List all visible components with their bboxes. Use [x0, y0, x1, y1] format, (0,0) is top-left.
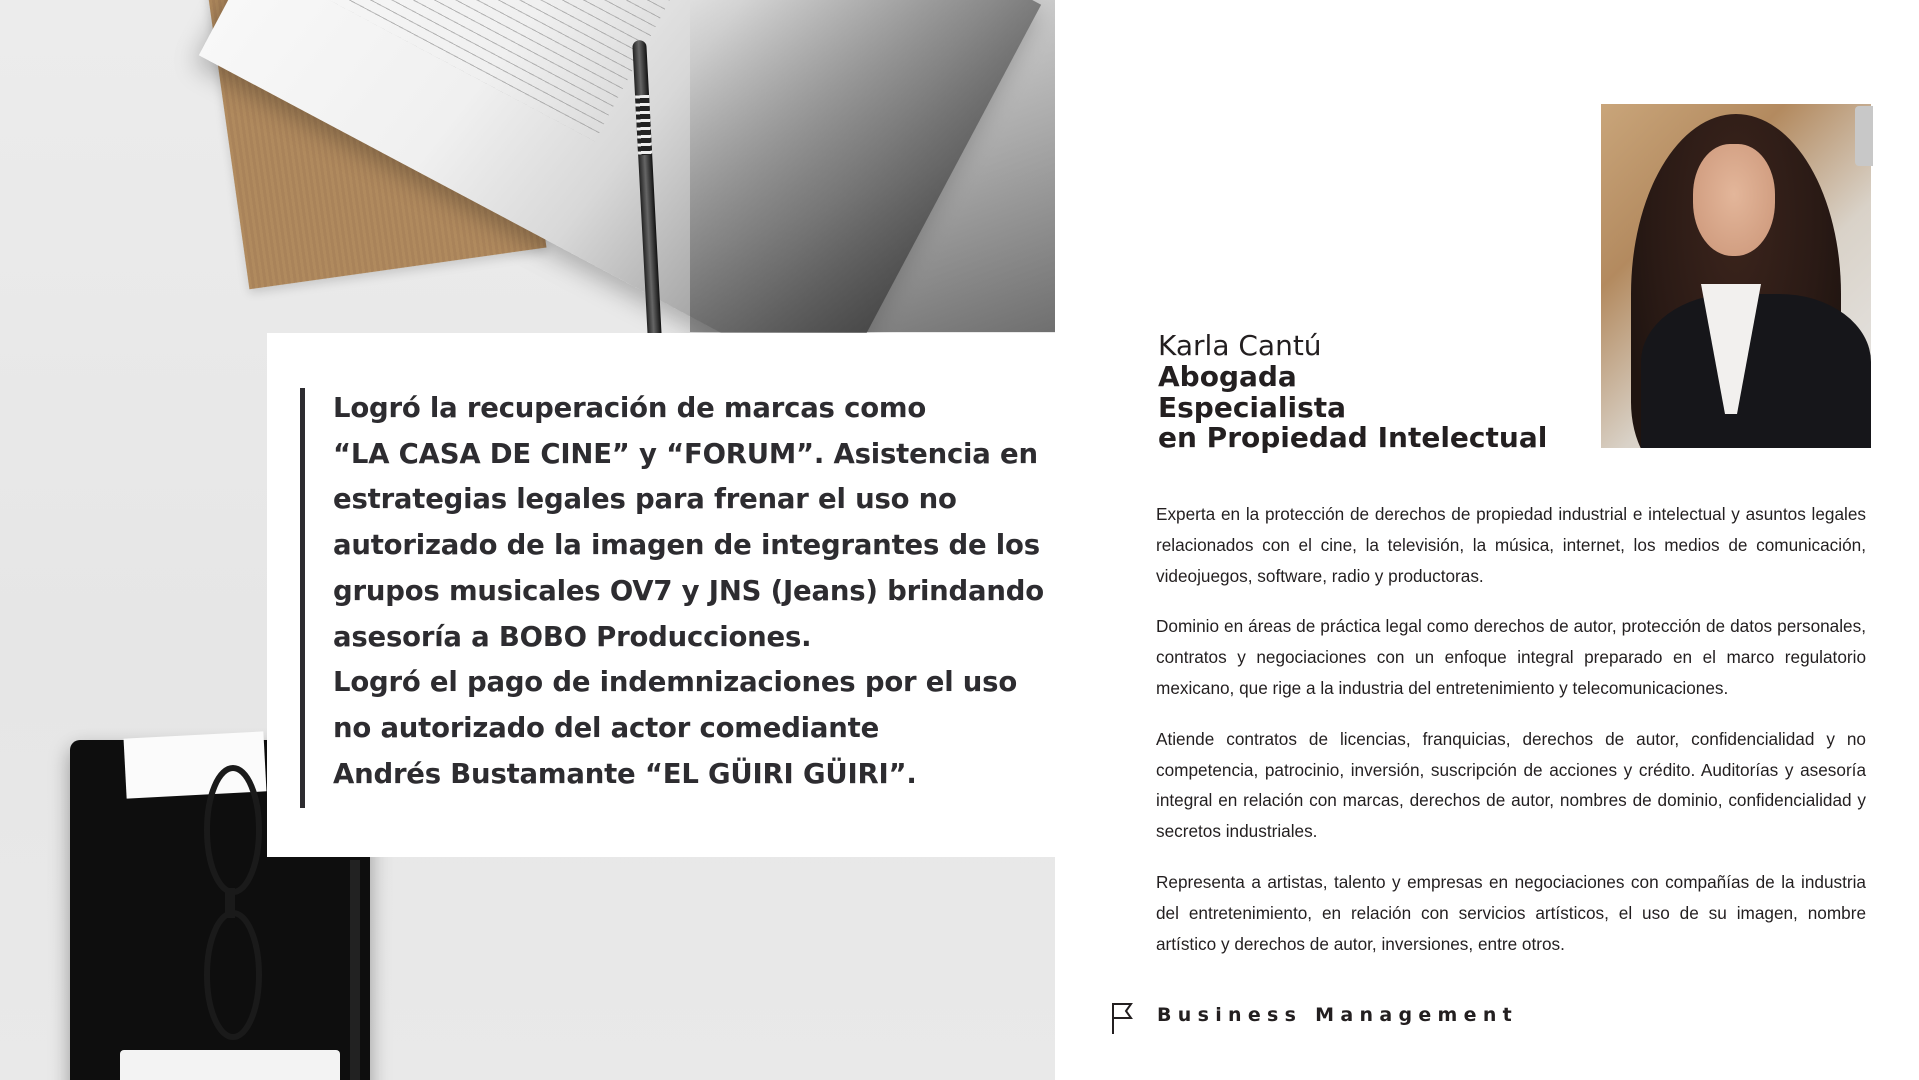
role-line: en Propiedad Intelectual — [1158, 421, 1548, 454]
eyeglasses-icon — [195, 760, 265, 1050]
bio-paragraph: Experta en la protección de derechos de propiedad industrial e intelectual y asuntos legales relacionados con el cine, la televisión, la música, internet, los medios de comunicación, videojuegos, software, radio y productoras. — [1156, 504, 1866, 586]
quote-accent-bar — [300, 388, 305, 808]
quote-line: estrategias legales para frenar el uso no — [333, 483, 957, 516]
quote-line: Logró la recuperación de marcas como — [333, 392, 927, 424]
flag-icon — [1110, 1001, 1134, 1035]
profile-role — [1158, 362, 1547, 454]
quote-line: asesoría a BOBO Producciones. — [333, 620, 812, 653]
quote-line: autorizado de la imagen de integrantes de los — [333, 529, 1040, 562]
quote-line: Andrés Bustamante “EL GÜIRI GÜIRI”. — [333, 757, 917, 790]
bio-paragraph: Atiende contratos de licencias, franquicias, derechos de autor, confidencialidad y no competencia, patrocinio, inversión, suscripción de acciones y crédito. Auditorías y asesoría integral en relación con marcas, derechos de autor, nombres de dominio, confidencialidad y secretos industriales. — [1156, 728, 1866, 842]
quote-line: grupos musicales OV7 y JNS (Jeans) brindando — [333, 574, 1044, 607]
bio-paragraph: Representa a artistas, talento y empresas en negociaciones con compañías de la industria del entretenimiento, en relación con servicios artísticos, el uso de su imagen, nombre artístico y derechos de autor, inversiones, entre otros. — [1156, 871, 1866, 954]
profile-name: Karla Cantú — [1158, 329, 1322, 362]
quote-line: “LA CASA DE CINE” y “FORUM”. Asistencia en — [333, 437, 1038, 470]
role-line: Especialista — [1158, 390, 1347, 424]
role-line: Abogada — [1158, 360, 1297, 393]
profile-portrait-photo — [1601, 104, 1871, 448]
quote-line: no autorizado del actor comediante — [333, 711, 880, 744]
footer-label: Business Management — [1157, 1004, 1519, 1026]
profile-bio — [1156, 499, 1866, 979]
bio-paragraph: Dominio en áreas de práctica legal como derechos de autor, protección de datos personales, contratos y negociaciones con un enfoque integral preparado en el marco regulatorio mexicano, que rige a la industria del entretenimiento y telecomunicaciones. — [1156, 616, 1866, 698]
quote-line: Logró el pago de indemnizaciones por el uso — [333, 666, 1018, 699]
achievements-quote — [333, 386, 1053, 797]
